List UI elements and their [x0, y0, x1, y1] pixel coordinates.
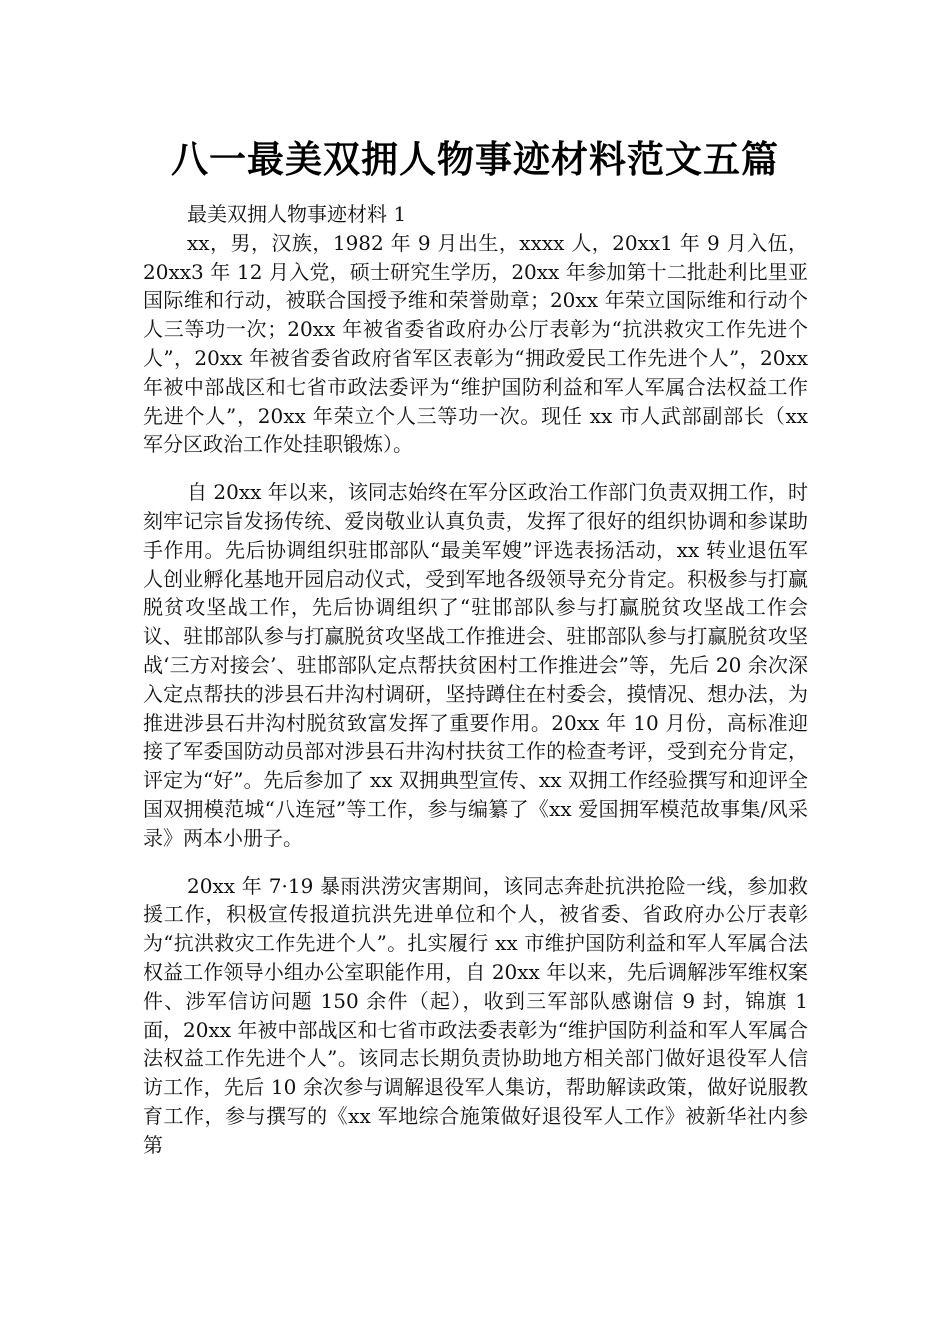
paragraph-3: 20xx 年 7·19 暴雨洪涝灾害期间，该同志奔赴抗洪抢险一线，参加救援工作，积极宣传报道抗洪先进单位和个人，被省委、省政府办公厅表彰为“抗洪救灾工作先进个人”。扎实履行 xx 市维护国防利益和军人军属合法权益工作领导小组办公室职能作用，自 20xx 年以来，先后调解涉军维权案件、涉军信访问题 150 余件（起），收到三军部队感谢信 9 封，锦旗 1 面，20xx 年被中部战区和七省市政法委表彰为“维护国防利益和军人军属合法权益工作先进个人”。该同志长期负责协助地方相关部门做好退役军人信访工作，先后 10 余次参与调解退役军人集访，帮助解读政策，做好说服教育工作，参与撰写的《xx 军地综合施策做好退役军人工作》被新华社内参第	[143, 873, 808, 1157]
section-heading: 最美双拥人物事迹材料 1	[187, 202, 407, 226]
paragraph-1: xx，男，汉族，1982 年 9 月出生，xxxx 人，20xx1 年 9 月入伍，20xx3 年 12 月入党，硕士研究生学历，20xx 年参加第十二批赴利比里亚国际维和行动，被联合国授予维和荣誉勋章；20xx 年荣立国际维和行动个人三等功一次；20xx 年被省委省政府办公厅表彰为“抗洪救灾工作先进个人”，20xx 年被省委省政府省军区表彰为“拥政爱民工作先进个人”，20xx 年被中部战区和七省市政法委评为“维护国防利益和军人军属合法权益工作先进个人”，20xx 年荣立个人三等功一次。现任 xx 市人武部副部长（xx 军分区政治工作处挂职锻炼）。	[143, 230, 808, 457]
document-title: 八一最美双拥人物事迹材料范文五篇	[171, 138, 779, 181]
document-body	[143, 200, 808, 1160]
paragraph-2: 自 20xx 年以来，该同志始终在军分区政治工作部门负责双拥工作，时刻牢记宗旨发扬传统、爱岗敬业认真负责，发挥了很好的组织协调和参谋助手作用。先后协调组织驻邯部队“最美军嫂”评选表扬活动，xx 转业退伍军人创业孵化基地开园启动仪式，受到军地各级领导充分肯定。积极参与打赢脱贫攻坚战工作，先后协调组织了“驻邯部队参与打赢脱贫攻坚战工作会议、驻邯部队参与打赢脱贫攻坚战工作推进会、驻邯部队参与打赢脱贫攻坚战‘三方对接会’、驻邯部队定点帮扶贫困村工作推进会”等，先后 20 余次深入定点帮扶的涉县石井沟村调研，坚持蹲住在村委会，摸情况、想办法，为推进涉县石井沟村脱贫致富发挥了重要作用。20xx 年 10 月份，高标准迎接了军委国防动员部对涉县石井沟村扶贫工作的检查考评，受到充分肯定，评定为“好”。先后参加了 xx 双拥典型宣传、xx 双拥工作经验撰写和迎评全国双拥模范城“八连冠”等工作，参与编纂了《xx 爱国拥军模范故事集/风采录》两本小册子。	[143, 480, 808, 850]
